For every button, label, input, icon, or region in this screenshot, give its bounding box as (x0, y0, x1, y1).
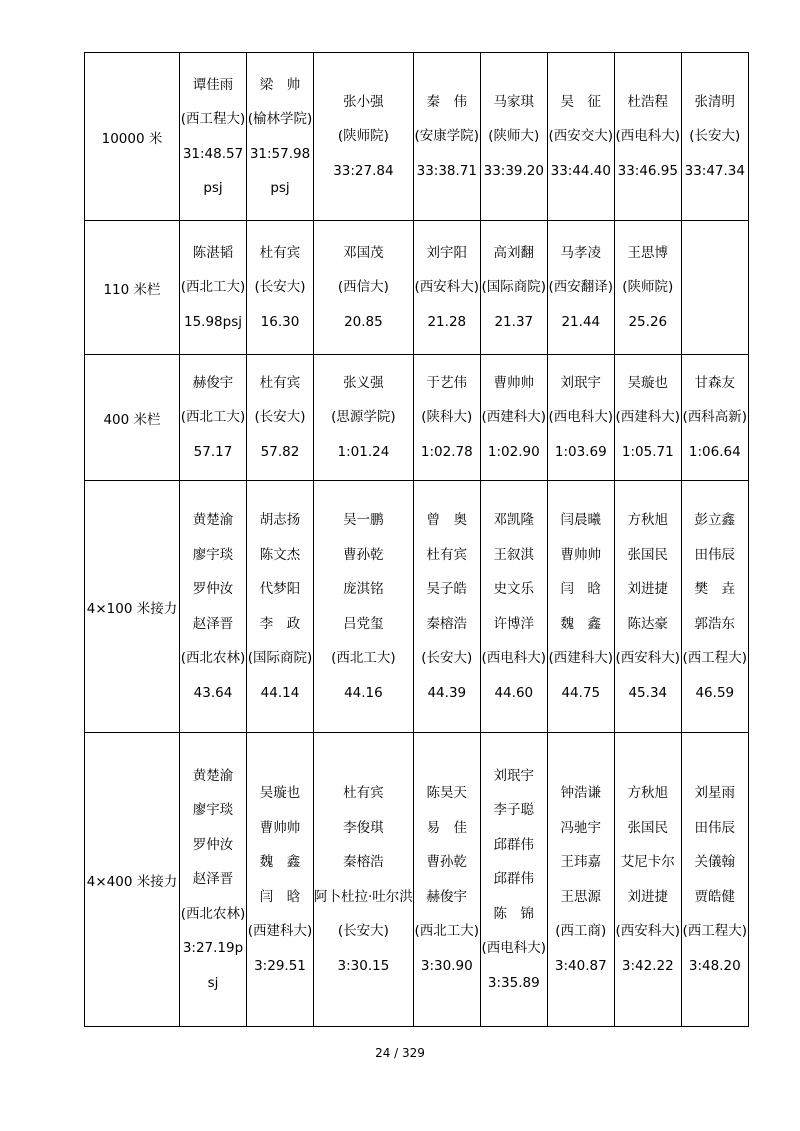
cell-line: 3:35.89 (487, 974, 540, 991)
result-cell (247, 221, 314, 355)
cell-line: 1:01.24 (337, 443, 390, 460)
cell-line: 代梦阳 (259, 581, 301, 597)
cell-line: 闫晨曦 (560, 512, 602, 528)
cell-line: 甘森友 (694, 374, 736, 391)
result-cell (480, 53, 547, 221)
cell-line: 陈昊天 (426, 785, 468, 801)
result-cell (547, 221, 614, 355)
cell-line: 陈文杰 (259, 546, 301, 563)
result-cell (247, 481, 314, 733)
result-cell (413, 733, 480, 1027)
cell-line: 闫 晗 (560, 581, 602, 597)
result-cell (180, 53, 247, 221)
cell-line: 21.37 (494, 313, 534, 330)
result-cell (180, 733, 247, 1027)
cell-line: 20.85 (344, 313, 383, 330)
cell-line: 15.98psj (183, 313, 242, 330)
cell-line: 艾尼卡尔 (620, 854, 675, 870)
cell-line: 邓国茂 (343, 244, 384, 261)
cell-line: 21.28 (427, 313, 467, 330)
cell-line: 杜有宾 (426, 546, 468, 563)
event-name: 400 米栏 (85, 355, 180, 481)
cell-line: (西电科大) (481, 940, 547, 957)
cell-line: 杜有宾 (343, 785, 384, 801)
cell-line: (陕师大) (488, 128, 540, 145)
cell-line: (西信大) (337, 279, 389, 296)
cell-line: 3:30.90 (420, 957, 473, 974)
cell-line: 罗仲汝 (192, 581, 234, 597)
cell-line: (榆林学院) (247, 111, 313, 127)
cell-line: 许博洋 (493, 615, 535, 632)
event-row (85, 221, 749, 355)
cell-line: 方秋旭 (627, 512, 669, 528)
cell-line: 吴璇也 (627, 374, 669, 391)
results-table (84, 52, 749, 1027)
cell-line: 方秋旭 (627, 785, 669, 801)
cell-line: (西北农林) (180, 905, 246, 922)
result-cell (247, 53, 314, 221)
cell-line: 赫俊宇 (192, 374, 234, 391)
result-cell (180, 221, 247, 355)
cell-line: (长安大) (421, 650, 473, 666)
cell-line: 马家琪 (493, 93, 535, 110)
cell-line: 陈达豪 (627, 615, 669, 632)
cell-line: (西安交大) (548, 128, 614, 145)
cell-line: 33:44.40 (550, 162, 611, 179)
event-row (85, 481, 749, 733)
cell-line: 赵泽晋 (192, 871, 234, 888)
result-cell (681, 221, 748, 355)
cell-line: 曹帅帅 (259, 819, 301, 836)
cell-line: 张国民 (627, 819, 669, 836)
cell-line: (西工程大) (682, 923, 748, 939)
cell-line: 3:30.15 (337, 957, 390, 974)
cell-line: 刘星雨 (694, 785, 736, 801)
event-name: 4×100 米接力 (85, 481, 180, 733)
result-cell (480, 221, 547, 355)
cell-line: 刘进捷 (627, 581, 669, 597)
cell-line: 王玮嘉 (560, 854, 602, 870)
cell-line: 赵泽晋 (192, 615, 234, 632)
cell-line: 33:46.95 (617, 162, 678, 179)
cell-line: 刘珉宇 (560, 374, 602, 391)
event-name: 4×400 米接力 (85, 733, 180, 1027)
cell-line: 王思源 (560, 888, 602, 905)
result-cell (614, 221, 681, 355)
cell-line: 张义强 (343, 374, 384, 391)
cell-line: (陕师院) (622, 279, 674, 296)
result-cell (547, 733, 614, 1027)
cell-line: 44.75 (561, 684, 601, 701)
result-cell (413, 53, 480, 221)
cell-line: 31:57.98psj (249, 145, 311, 196)
cell-line: 黄楚渝 (192, 767, 234, 784)
cell-line: 李俊琪 (343, 819, 384, 836)
cell-line: (安康学院) (414, 128, 480, 145)
cell-line: 1:03.69 (554, 443, 607, 460)
result-cell (681, 733, 748, 1027)
cell-line: 33:27.84 (333, 162, 394, 179)
cell-line: (西工程大) (682, 650, 748, 666)
cell-line: 刘进捷 (627, 888, 669, 905)
cell-line: (西电科大) (615, 128, 681, 145)
cell-line: 王叙淇 (493, 546, 535, 563)
cell-line: 邱群伟 (493, 871, 535, 888)
cell-line: 谭佳雨 (192, 76, 234, 93)
cell-line: 44.14 (260, 684, 300, 701)
cell-line: 梁 帅 (259, 76, 301, 93)
cell-line: 3:40.87 (554, 957, 607, 974)
result-cell (480, 355, 547, 481)
result-cell (314, 481, 414, 733)
cell-line: 57.82 (260, 443, 300, 460)
cell-line: 44.60 (494, 684, 534, 701)
result-cell (480, 733, 547, 1027)
cell-line: 1:02.78 (420, 443, 473, 460)
result-cell (547, 481, 614, 733)
cell-line: 张国民 (627, 546, 669, 563)
cell-line: 44.16 (344, 684, 383, 701)
cell-line: 关儀翰 (694, 854, 736, 870)
cell-line: 46.59 (695, 684, 735, 701)
result-cell (413, 355, 480, 481)
cell-line: (西建科大) (247, 923, 313, 939)
cell-line: 吴璇也 (259, 785, 301, 801)
cell-line: 廖宇琰 (192, 546, 234, 563)
cell-line: 曹帅帅 (493, 374, 535, 391)
cell-line: (国际商院) (481, 279, 547, 296)
cell-line: 1:02.90 (487, 443, 540, 460)
result-cell (547, 53, 614, 221)
cell-line: 25.26 (628, 313, 668, 330)
cell-line: (西建科大) (615, 409, 681, 426)
cell-line: 廖宇琰 (192, 802, 234, 819)
cell-line: 3:27.19psj (182, 940, 244, 991)
cell-line: 田伟辰 (694, 819, 736, 836)
cell-line: 庞淇铭 (343, 581, 384, 597)
cell-line: (西安翻译) (548, 279, 614, 296)
cell-line: 杜有宾 (259, 374, 301, 391)
result-cell (314, 53, 414, 221)
cell-line: 冯驰宇 (560, 819, 602, 836)
cell-line: 易 佳 (426, 819, 468, 836)
cell-line: 郭浩东 (694, 615, 736, 632)
cell-line: (西安科大) (615, 923, 681, 939)
cell-line: 43.64 (193, 684, 233, 701)
result-cell (180, 481, 247, 733)
result-cell (180, 355, 247, 481)
event-row (85, 53, 749, 221)
cell-line: (西电科大) (481, 650, 547, 666)
result-cell (314, 355, 414, 481)
cell-line: 张清明 (694, 93, 736, 110)
cell-line: (长安大) (254, 409, 306, 426)
cell-line: 胡志扬 (259, 512, 301, 528)
cell-line: (西工程大) (180, 111, 246, 127)
cell-line: 贾皓健 (694, 888, 736, 905)
result-cell (247, 733, 314, 1027)
event-row (85, 355, 749, 481)
cell-line: 高刘翻 (493, 244, 535, 261)
result-cell (314, 733, 414, 1027)
event-row (85, 733, 749, 1027)
result-cell (314, 221, 414, 355)
cell-line: (西建科大) (481, 409, 547, 426)
cell-line: 44.39 (427, 684, 467, 701)
cell-line: 黄楚渝 (192, 512, 234, 528)
cell-line: (思源学院) (331, 409, 396, 426)
cell-line: (西北工大) (331, 650, 396, 666)
cell-line: (西北工大) (414, 923, 480, 939)
cell-line: 曹孙乾 (343, 546, 384, 563)
cell-line: 秦榕浩 (426, 615, 468, 632)
cell-line: 曾 奥 (426, 512, 468, 528)
cell-line: 魏 鑫 (259, 854, 301, 870)
cell-line: (国际商院) (247, 650, 313, 666)
cell-line: 杜有宾 (259, 244, 301, 261)
cell-line: 王思博 (627, 244, 669, 261)
result-cell (614, 481, 681, 733)
cell-line: (西电科大) (548, 409, 614, 426)
results-table-body (85, 53, 749, 1027)
cell-line: 李子聪 (493, 802, 535, 819)
cell-line: 吴一鹏 (343, 512, 384, 528)
result-cell (681, 481, 748, 733)
cell-line: 史文乐 (493, 581, 535, 597)
cell-line: 田伟辰 (694, 546, 736, 563)
cell-line: (西北工大) (180, 409, 246, 426)
cell-line: (西北工大) (180, 279, 246, 296)
cell-line: 杜浩程 (627, 93, 669, 110)
cell-line: 罗仲汝 (192, 836, 234, 853)
cell-line: 57.17 (193, 443, 233, 460)
cell-line: 刘珉宇 (493, 767, 535, 784)
result-cell (614, 53, 681, 221)
cell-line: 邱群伟 (493, 836, 535, 853)
cell-line: 曹帅帅 (560, 546, 602, 563)
result-cell (614, 733, 681, 1027)
event-name: 110 米栏 (85, 221, 180, 355)
cell-line: (长安大) (337, 923, 389, 939)
cell-line: 邓凯隆 (493, 512, 535, 528)
cell-line: 马孝凌 (560, 244, 602, 261)
cell-line: 魏 鑫 (560, 615, 602, 632)
cell-line: 3:48.20 (688, 957, 741, 974)
cell-line: 吕党玺 (343, 615, 384, 632)
cell-line: 33:38.71 (416, 162, 477, 179)
cell-line: 樊 垚 (694, 581, 736, 597)
cell-line: 33:39.20 (483, 162, 544, 179)
result-cell (480, 481, 547, 733)
cell-line: 16.30 (260, 313, 300, 330)
cell-line: 曹孙乾 (426, 854, 468, 870)
cell-line: (长安大) (254, 279, 306, 296)
cell-line: 吴 征 (560, 93, 602, 110)
cell-line: 45.34 (628, 684, 668, 701)
cell-line: 陈湛韬 (192, 244, 234, 261)
cell-line: 秦榕浩 (343, 854, 384, 870)
result-cell (413, 221, 480, 355)
cell-line: (西工商) (555, 923, 607, 939)
result-cell (681, 53, 748, 221)
result-cell (413, 481, 480, 733)
cell-line: 3:29.51 (254, 957, 306, 974)
cell-line: 彭立鑫 (694, 512, 736, 528)
cell-line: 吴子皓 (426, 581, 468, 597)
cell-line: (长安大) (689, 128, 741, 145)
cell-line: (西建科大) (548, 650, 614, 666)
cell-line: (西安科大) (615, 650, 681, 666)
cell-line: 李 政 (259, 615, 301, 632)
cell-line: 31:48.57psj (182, 145, 244, 196)
cell-line: (陕科大) (421, 409, 473, 426)
cell-line: 赫俊宇 (426, 888, 468, 905)
event-name: 10000 米 (85, 53, 180, 221)
cell-line: 张小强 (343, 93, 384, 110)
cell-line: 陈 锦 (493, 905, 535, 922)
cell-line: 3:42.22 (621, 957, 674, 974)
cell-line: 于艺伟 (426, 374, 468, 391)
cell-line: (西科高新) (682, 409, 748, 426)
cell-line: 33:47.34 (684, 162, 745, 179)
cell-line: 阿卜杜拉·吐尔洪 (314, 888, 413, 905)
cell-line: (西北农林) (180, 650, 246, 666)
cell-line: 1:05.71 (621, 443, 674, 460)
page-number: 24 / 329 (375, 1046, 425, 1060)
result-cell (547, 355, 614, 481)
result-cell (247, 355, 314, 481)
result-cell (681, 355, 748, 481)
cell-line: (陕师院) (337, 128, 389, 145)
cell-line: (西安科大) (414, 279, 480, 296)
cell-line: 闫 晗 (259, 888, 301, 905)
cell-line: 刘宇阳 (426, 244, 468, 261)
cell-line: 钟浩谦 (560, 785, 602, 801)
cell-line: 21.44 (561, 313, 601, 330)
cell-line: 1:06.64 (688, 443, 741, 460)
result-cell (614, 355, 681, 481)
cell-line: 秦 伟 (426, 93, 468, 110)
